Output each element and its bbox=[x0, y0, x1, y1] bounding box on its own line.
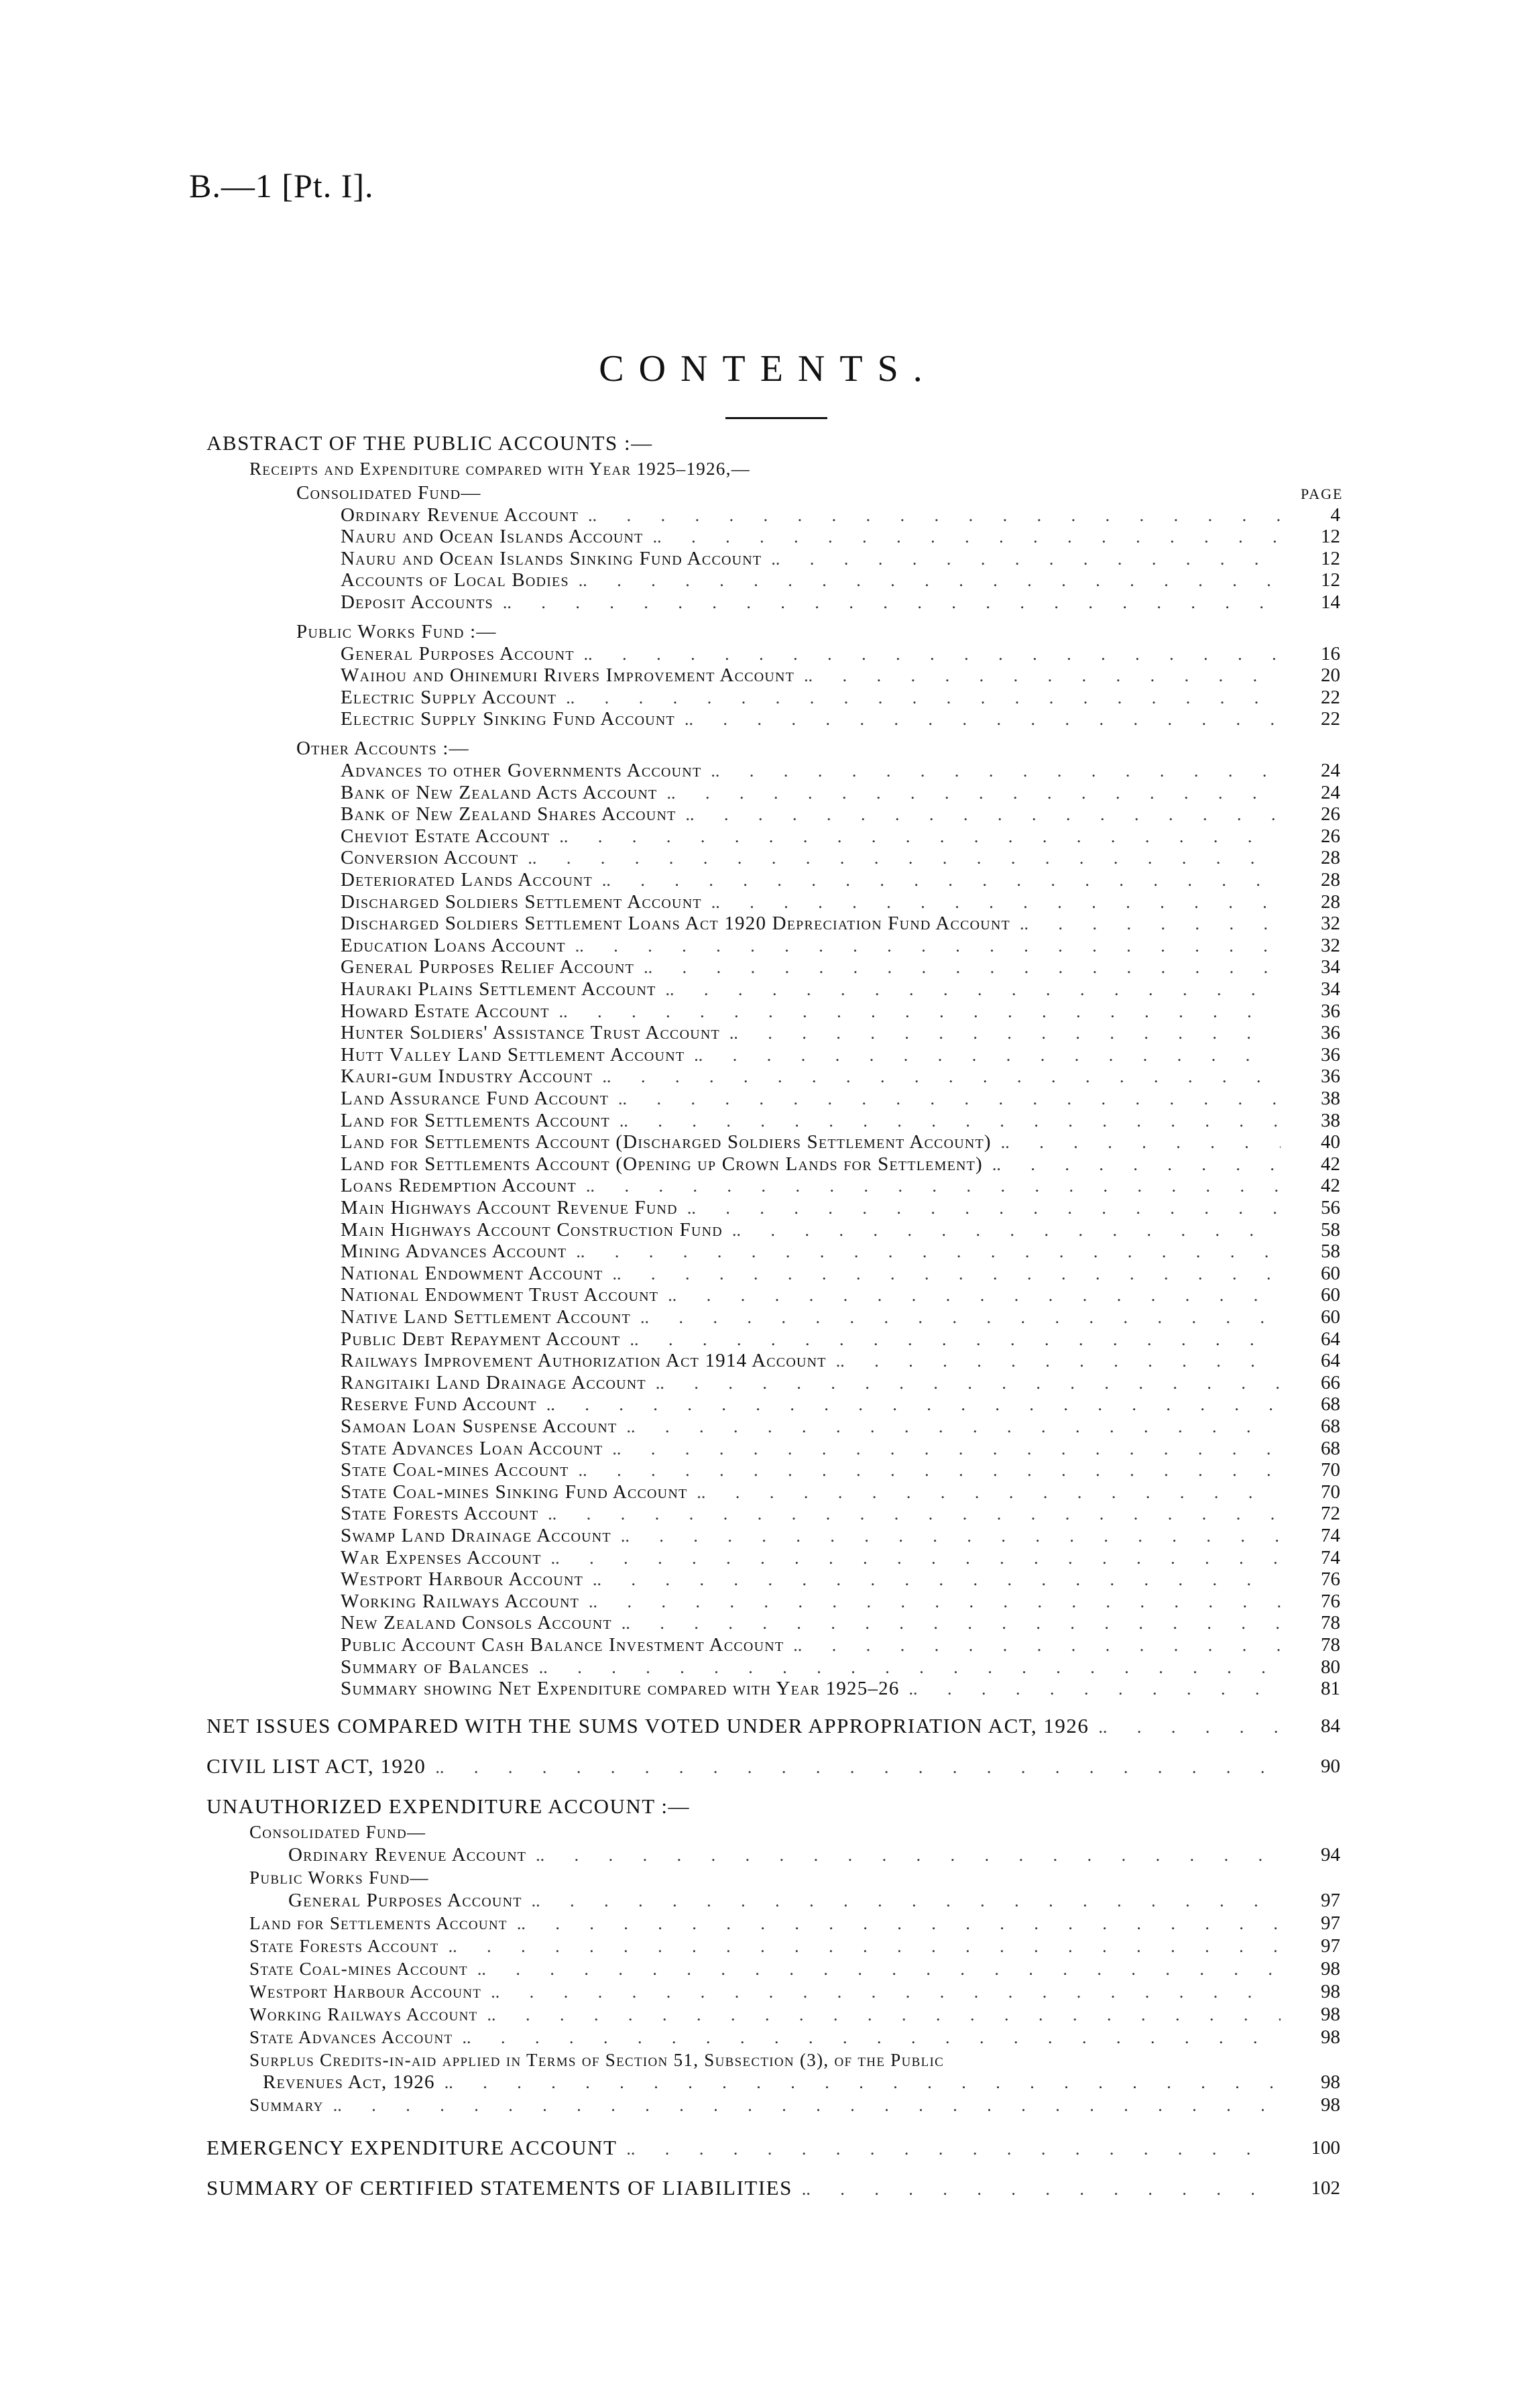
toc-entry-label: State Forests Account bbox=[249, 1936, 439, 1956]
toc-entry bbox=[341, 825, 1281, 848]
toc-entry-label: General Purposes Account bbox=[341, 643, 575, 665]
toc-entry-label: Deteriorated Lands Account bbox=[341, 869, 593, 891]
toc-entry-label: Accounts of Local Bodies bbox=[341, 569, 569, 591]
toc-entry-label: National Endowment Account bbox=[341, 1263, 603, 1284]
dot-leader bbox=[566, 935, 1281, 957]
dot-leader bbox=[784, 1634, 1281, 1656]
toc-entry-label: Land for Settlements Account bbox=[341, 1110, 610, 1131]
toc-entry-label: Westport Harbour Account bbox=[341, 1568, 584, 1590]
toc-entry bbox=[341, 1393, 1281, 1416]
toc-entry-label: State Coal-mines Sinking Fund Account bbox=[341, 1481, 688, 1503]
toc-entry bbox=[341, 1525, 1281, 1547]
toc-entry bbox=[341, 1306, 1281, 1328]
toc-entry-page: 98 bbox=[1321, 2004, 1340, 2025]
toc-entry-page: 97 bbox=[1321, 1912, 1340, 1934]
toc-entry-page: 36 bbox=[1321, 1066, 1340, 1087]
toc-entry-label: Hauraki Plains Settlement Account bbox=[341, 978, 656, 1000]
toc-entry bbox=[341, 956, 1281, 978]
toc-entry bbox=[206, 1796, 690, 1817]
dot-leader bbox=[603, 1263, 1281, 1285]
dot-leader bbox=[426, 1756, 1281, 1778]
toc-entry-page: 32 bbox=[1321, 935, 1340, 956]
toc-entry bbox=[249, 1981, 1281, 2003]
toc-entry-page: 28 bbox=[1321, 847, 1340, 868]
dot-leader bbox=[794, 665, 1281, 687]
toc-entry-page: 20 bbox=[1321, 665, 1340, 686]
toc-entry bbox=[341, 1678, 1281, 1700]
toc-entry-page: 76 bbox=[1321, 1591, 1340, 1612]
dot-leader bbox=[493, 591, 1281, 614]
toc-entry-label: Hutt Valley Land Settlement Account bbox=[341, 1044, 685, 1066]
toc-entry-page: 38 bbox=[1321, 1110, 1340, 1131]
toc-entry-page: 42 bbox=[1321, 1175, 1340, 1196]
dot-leader bbox=[656, 978, 1281, 1000]
dot-leader bbox=[603, 1438, 1281, 1460]
toc-entry-page: 36 bbox=[1321, 1044, 1340, 1066]
dot-leader bbox=[792, 2177, 1281, 2200]
dot-leader bbox=[550, 1000, 1281, 1023]
dot-leader bbox=[720, 1022, 1281, 1044]
toc-entry bbox=[341, 978, 1281, 1000]
toc-entry-label: Ordinary Revenue Account bbox=[288, 1844, 527, 1866]
dot-leader bbox=[478, 2004, 1281, 2026]
toc-entry-label: Revenues Act, 1926 bbox=[263, 2071, 435, 2093]
toc-entry-page: 42 bbox=[1321, 1153, 1340, 1175]
dot-leader bbox=[827, 1350, 1281, 1372]
toc-entry-page: 60 bbox=[1321, 1263, 1340, 1284]
toc-entry-label: Other Accounts :— bbox=[296, 738, 469, 759]
toc-entry-page: 68 bbox=[1321, 1393, 1340, 1415]
dot-leader bbox=[508, 1912, 1281, 1935]
toc-entry-page: 56 bbox=[1321, 1197, 1340, 1218]
toc-entry-label: Land for Settlements Account (Opening up Crown Lands for Settlement) bbox=[341, 1153, 983, 1175]
toc-entry-label: Swamp Land Drainage Account bbox=[341, 1525, 611, 1546]
toc-entry-page: 36 bbox=[1321, 1022, 1340, 1043]
toc-entry-page: 60 bbox=[1321, 1306, 1340, 1328]
dot-leader bbox=[992, 1131, 1281, 1153]
toc-entry bbox=[341, 1591, 1281, 1613]
toc-entry bbox=[249, 1958, 1281, 1980]
toc-entry bbox=[341, 869, 1281, 891]
dot-leader bbox=[983, 1153, 1281, 1176]
toc-entry-label: Ordinary Revenue Account bbox=[341, 504, 579, 526]
toc-entry bbox=[341, 782, 1281, 804]
toc-entry bbox=[341, 847, 1281, 869]
dot-leader bbox=[537, 1393, 1281, 1416]
dot-leader bbox=[569, 1459, 1281, 1481]
toc-entry-label: Working Railways Account bbox=[341, 1591, 580, 1612]
document-code: B.—1 [Pt. I]. bbox=[189, 167, 374, 205]
toc-entry bbox=[288, 1844, 1281, 1866]
toc-entry bbox=[296, 738, 469, 759]
toc-entry bbox=[341, 1503, 1281, 1525]
dot-leader bbox=[676, 803, 1281, 825]
toc-entry-page: 12 bbox=[1321, 548, 1340, 569]
toc-entry bbox=[341, 1066, 1281, 1088]
toc-entry-page: 98 bbox=[1321, 1958, 1340, 1980]
toc-entry-label: Summary of Balances bbox=[341, 1656, 530, 1678]
toc-entry-page: 12 bbox=[1321, 569, 1340, 591]
dot-leader bbox=[702, 891, 1281, 913]
toc-entry-page: 40 bbox=[1321, 1131, 1340, 1153]
dot-leader bbox=[542, 1547, 1281, 1569]
dot-leader bbox=[644, 526, 1281, 548]
dot-leader bbox=[579, 504, 1281, 526]
toc-entry-label: Summary showing Net Expenditure compared with Year 1925–26 bbox=[341, 1678, 900, 1699]
toc-entry bbox=[341, 591, 1281, 614]
toc-entry-page: 98 bbox=[1321, 2094, 1340, 2116]
toc-entry-label: Advances to other Governments Account bbox=[341, 760, 702, 781]
dot-leader bbox=[583, 1568, 1281, 1591]
toc-entry bbox=[341, 643, 1281, 665]
toc-entry-label: Main Highways Account Construction Fund bbox=[341, 1219, 723, 1241]
toc-entry-label: State Forests Account bbox=[341, 1503, 539, 1524]
dot-leader bbox=[631, 1306, 1281, 1328]
toc-entry bbox=[249, 458, 750, 479]
toc-entry-label: Nauru and Ocean Islands Sinking Fund Account bbox=[341, 548, 762, 569]
toc-entry bbox=[341, 1284, 1281, 1306]
toc-entry-page: 84 bbox=[1321, 1715, 1340, 1737]
toc-entry-label: Bank of New Zealand Shares Account bbox=[341, 803, 676, 825]
dot-leader bbox=[1089, 1715, 1281, 1738]
toc-entry-label: State Advances Account bbox=[249, 2027, 453, 2047]
toc-entry-label: Receipts and Expenditure compared with Year 1925–1926,— bbox=[249, 459, 751, 479]
toc-entry-label: Hunter Soldiers' Assistance Trust Account bbox=[341, 1022, 720, 1043]
toc-entry bbox=[296, 621, 497, 642]
toc-entry-page: 34 bbox=[1321, 956, 1340, 978]
toc-entry-page: 98 bbox=[1321, 2071, 1340, 2093]
toc-entry-label: Loans Redemption Account bbox=[341, 1175, 577, 1196]
dot-leader bbox=[526, 1844, 1281, 1866]
toc-entry-page: 70 bbox=[1321, 1459, 1340, 1481]
toc-entry-page: 4 bbox=[1330, 504, 1340, 526]
dot-leader bbox=[617, 2137, 1281, 2160]
toc-entry-page: 97 bbox=[1321, 1890, 1340, 1911]
toc-entry-label: Mining Advances Account bbox=[341, 1241, 567, 1262]
toc-entry-page: 64 bbox=[1321, 1328, 1340, 1350]
toc-entry-label: Nauru and Ocean Islands Account bbox=[341, 526, 644, 547]
toc-entry bbox=[341, 935, 1281, 957]
toc-entry-label: Land for Settlements Account (Discharged Soldiers Settlement Account) bbox=[341, 1131, 992, 1153]
dot-leader bbox=[610, 1110, 1281, 1132]
toc-entry bbox=[341, 1175, 1281, 1197]
toc-entry-page: 78 bbox=[1321, 1612, 1340, 1633]
dot-leader bbox=[678, 1197, 1281, 1219]
dot-leader bbox=[701, 760, 1281, 782]
toc-entry bbox=[206, 1756, 1281, 1778]
toc-entry-label: State Coal-mines Account bbox=[341, 1459, 569, 1481]
toc-entry-page: 64 bbox=[1321, 1350, 1340, 1371]
toc-entry bbox=[341, 913, 1281, 935]
toc-entry bbox=[263, 2071, 1281, 2094]
dot-leader bbox=[569, 569, 1281, 591]
toc-entry bbox=[341, 1241, 1281, 1263]
toc-entry-page: 74 bbox=[1321, 1525, 1340, 1546]
toc-entry-label: Education Loans Account bbox=[341, 935, 566, 956]
toc-entry bbox=[249, 1912, 1281, 1935]
toc-entry-page: 24 bbox=[1321, 760, 1340, 781]
toc-entry bbox=[288, 1890, 1281, 1912]
toc-entry-page: 90 bbox=[1321, 1756, 1340, 1777]
toc-entry-label: Discharged Soldiers Settlement Loans Act 1920 Depreciation Fund Account bbox=[341, 913, 1010, 934]
toc-entry-label: Discharged Soldiers Settlement Account bbox=[341, 891, 702, 913]
dot-leader bbox=[538, 1503, 1281, 1525]
toc-entry bbox=[341, 760, 1281, 782]
toc-entry-label: Railways Improvement Authorization Act 1914 Account bbox=[341, 1350, 827, 1371]
toc-entry bbox=[341, 1372, 1281, 1394]
toc-entry-label: Electric Supply Sinking Fund Account bbox=[341, 708, 675, 730]
toc-entry-label: Land for Settlements Account bbox=[249, 1913, 508, 1933]
toc-entry bbox=[341, 526, 1281, 548]
toc-entry-label: State Coal-mines Account bbox=[249, 1959, 468, 1979]
toc-entry-page: 58 bbox=[1321, 1219, 1340, 1241]
dot-leader bbox=[675, 708, 1281, 730]
title-divider bbox=[725, 417, 827, 419]
toc-entry-page: 60 bbox=[1321, 1284, 1340, 1306]
toc-entry-label: Westport Harbour Account bbox=[249, 1982, 482, 2002]
toc-entry bbox=[341, 1656, 1281, 1678]
dot-leader bbox=[453, 2026, 1281, 2049]
dot-leader bbox=[609, 1088, 1281, 1110]
toc-entry-label: War Expenses Account bbox=[341, 1547, 542, 1568]
dot-leader bbox=[723, 1219, 1281, 1241]
toc-entry-page: 22 bbox=[1321, 687, 1340, 708]
dot-leader bbox=[556, 687, 1281, 709]
toc-entry-page: 76 bbox=[1321, 1568, 1340, 1590]
toc-entry-label: Howard Estate Account bbox=[341, 1000, 550, 1022]
toc-entry bbox=[341, 1110, 1281, 1132]
toc-entry bbox=[341, 1459, 1281, 1481]
toc-entry-page: 78 bbox=[1321, 1634, 1340, 1656]
toc-entry-label: Land Assurance Fund Account bbox=[341, 1088, 609, 1109]
toc-entry bbox=[341, 1568, 1281, 1591]
toc-entry bbox=[206, 433, 653, 454]
toc-entry-label: Native Land Settlement Account bbox=[341, 1306, 631, 1328]
toc-entry-label: Summary bbox=[249, 2095, 324, 2115]
toc-entry bbox=[249, 2004, 1281, 2026]
toc-entry-label: ABSTRACT OF THE PUBLIC ACCOUNTS :— bbox=[206, 431, 653, 455]
toc-entry bbox=[341, 1416, 1281, 1438]
toc-entry-page: 38 bbox=[1321, 1088, 1340, 1109]
toc-entry-page: 22 bbox=[1321, 708, 1340, 730]
toc-entry bbox=[341, 1219, 1281, 1241]
page-title: CONTENTS. bbox=[599, 348, 937, 390]
toc-entry bbox=[341, 1000, 1281, 1023]
toc-entry-page: 97 bbox=[1321, 1935, 1340, 1957]
dot-leader bbox=[439, 1935, 1281, 1957]
toc-entry bbox=[341, 1438, 1281, 1460]
toc-entry-page: 24 bbox=[1321, 782, 1340, 803]
toc-entry bbox=[206, 2177, 1281, 2200]
toc-entry-label: SUMMARY OF CERTIFIED STATEMENTS OF LIABILITIES bbox=[206, 2176, 792, 2199]
toc-entry-label: Main Highways Account Revenue Fund bbox=[341, 1197, 678, 1218]
dot-leader bbox=[611, 1525, 1281, 1547]
toc-entry-page: 58 bbox=[1321, 1241, 1340, 1262]
toc-entry bbox=[341, 1197, 1281, 1219]
dot-leader bbox=[435, 2071, 1281, 2094]
toc-entry-label: EMERGENCY EXPENDITURE ACCOUNT bbox=[206, 2136, 617, 2159]
dot-leader bbox=[593, 869, 1281, 891]
toc-entry bbox=[249, 1867, 429, 1888]
toc-entry-label: Working Railways Account bbox=[249, 2004, 478, 2024]
toc-entry-page: 26 bbox=[1321, 803, 1340, 825]
toc-entry-label: Electric Supply Account bbox=[341, 687, 557, 708]
toc-entry-page: 68 bbox=[1321, 1438, 1340, 1459]
toc-entry-page: 32 bbox=[1321, 913, 1340, 934]
dot-leader bbox=[324, 2094, 1281, 2116]
dot-leader bbox=[685, 1044, 1281, 1066]
toc-entry-page: 34 bbox=[1321, 978, 1340, 1000]
toc-entry-page: 81 bbox=[1321, 1678, 1340, 1699]
dot-leader bbox=[577, 1175, 1281, 1197]
dot-leader bbox=[518, 847, 1281, 869]
toc-entry bbox=[249, 1935, 1281, 1957]
toc-entry-page: 12 bbox=[1321, 526, 1340, 547]
toc-entry-label: NET ISSUES COMPARED WITH THE SUMS VOTED UNDER APPROPRIATION ACT, 1926 bbox=[206, 1714, 1089, 1737]
dot-leader bbox=[1010, 913, 1281, 935]
toc-entry-page: 94 bbox=[1321, 1844, 1340, 1866]
toc-entry-page: 72 bbox=[1321, 1503, 1340, 1524]
toc-entry bbox=[341, 1547, 1281, 1569]
toc-entry-page: 28 bbox=[1321, 891, 1340, 913]
toc-entry-page: 36 bbox=[1321, 1000, 1340, 1022]
toc-entry-label: Public Account Cash Balance Investment Account bbox=[341, 1634, 784, 1656]
toc-entry-page: 80 bbox=[1321, 1656, 1340, 1678]
toc-entry-label: Reserve Fund Account bbox=[341, 1393, 537, 1415]
toc-entry-label: Cheviot Estate Account bbox=[341, 825, 550, 847]
toc-entry bbox=[249, 1821, 426, 1843]
toc-entry-page: 100 bbox=[1311, 2137, 1340, 2159]
dot-leader bbox=[593, 1066, 1281, 1088]
toc-entry-label: Public Debt Repayment Account bbox=[341, 1328, 621, 1350]
page-column-label: PAGE bbox=[1301, 485, 1344, 502]
toc-entry bbox=[341, 803, 1281, 825]
toc-entry bbox=[341, 1131, 1281, 1153]
toc-entry-label: Waihou and Ohinemuri Rivers Improvement Account bbox=[341, 665, 795, 686]
dot-leader bbox=[575, 643, 1281, 665]
toc-entry bbox=[341, 1153, 1281, 1176]
toc-entry bbox=[249, 2049, 944, 2071]
toc-entry bbox=[341, 1022, 1281, 1044]
toc-entry-label: Public Works Fund— bbox=[249, 1868, 429, 1888]
dot-leader bbox=[481, 1981, 1281, 2003]
toc-entry-page: 98 bbox=[1321, 2026, 1340, 2048]
dot-leader bbox=[900, 1678, 1281, 1700]
dot-leader bbox=[762, 548, 1281, 570]
dot-leader bbox=[567, 1241, 1281, 1263]
toc-entry-page: 16 bbox=[1321, 643, 1340, 665]
dot-leader bbox=[468, 1958, 1281, 1980]
toc-entry-page: 68 bbox=[1321, 1416, 1340, 1437]
toc-entry-page: 14 bbox=[1321, 591, 1340, 613]
toc-entry bbox=[206, 2137, 1281, 2160]
dot-leader bbox=[634, 956, 1281, 978]
toc-entry bbox=[341, 504, 1281, 526]
dot-leader bbox=[612, 1612, 1281, 1634]
dot-leader bbox=[621, 1328, 1281, 1351]
toc-entry bbox=[249, 2094, 1281, 2116]
toc-entry bbox=[206, 1715, 1281, 1738]
toc-entry-label: Deposit Accounts bbox=[341, 591, 493, 613]
toc-entry-label: Surplus Credits-in-aid applied in Terms of Section 51, Subsection (3), of the Public bbox=[249, 2050, 945, 2070]
toc-entry-label: Consolidated Fund— bbox=[249, 1822, 426, 1842]
toc-entry-label: General Purposes Account bbox=[288, 1890, 522, 1911]
toc-entry bbox=[341, 1350, 1281, 1372]
toc-entry bbox=[341, 708, 1281, 730]
toc-entry-page: 66 bbox=[1321, 1372, 1340, 1393]
toc-entry bbox=[341, 548, 1281, 570]
dot-leader bbox=[550, 825, 1281, 848]
toc-entry bbox=[341, 1088, 1281, 1110]
toc-entry-page: 26 bbox=[1321, 825, 1340, 847]
toc-entry bbox=[341, 891, 1281, 913]
dot-leader bbox=[687, 1481, 1281, 1503]
toc-entry bbox=[341, 1044, 1281, 1066]
toc-entry bbox=[341, 1634, 1281, 1656]
toc-entry bbox=[341, 1263, 1281, 1285]
dot-leader bbox=[530, 1656, 1281, 1678]
toc-entry-label: CIVIL LIST ACT, 1920 bbox=[206, 1754, 426, 1778]
toc-entry bbox=[341, 1481, 1281, 1503]
toc-entry bbox=[296, 482, 481, 504]
toc-entry bbox=[341, 687, 1281, 709]
toc-entry-label: New Zealand Consols Account bbox=[341, 1612, 612, 1633]
toc-entry bbox=[341, 569, 1281, 591]
toc-entry-label: Public Works Fund :— bbox=[296, 621, 497, 642]
dot-leader bbox=[579, 1591, 1281, 1613]
dot-leader bbox=[657, 782, 1281, 804]
toc-entry-label: UNAUTHORIZED EXPENDITURE ACCOUNT :— bbox=[206, 1794, 690, 1818]
toc-entry-label: Bank of New Zealand Acts Account bbox=[341, 782, 658, 803]
toc-entry bbox=[341, 1612, 1281, 1634]
toc-entry-label: State Advances Loan Account bbox=[341, 1438, 603, 1459]
toc-entry bbox=[341, 665, 1281, 687]
toc-entry-page: 102 bbox=[1311, 2177, 1340, 2199]
toc-entry-label: General Purposes Relief Account bbox=[341, 956, 635, 978]
toc-entry-label: Samoan Loan Suspense Account bbox=[341, 1416, 617, 1437]
toc-entry-label: Consolidated Fund— bbox=[296, 482, 481, 504]
toc-entry-page: 70 bbox=[1321, 1481, 1340, 1503]
dot-leader bbox=[617, 1416, 1281, 1438]
dot-leader bbox=[658, 1284, 1281, 1306]
toc-entry-label: National Endowment Trust Account bbox=[341, 1284, 659, 1306]
dot-leader bbox=[646, 1372, 1281, 1394]
toc-entry-label: Kauri-gum Industry Account bbox=[341, 1066, 593, 1087]
dot-leader bbox=[522, 1890, 1281, 1912]
toc-entry bbox=[249, 2026, 1281, 2049]
toc-entry-page: 98 bbox=[1321, 1981, 1340, 2002]
toc-entry-label: Conversion Account bbox=[341, 847, 519, 868]
toc-entry-label: Rangitaiki Land Drainage Account bbox=[341, 1372, 646, 1393]
toc-entry bbox=[341, 1328, 1281, 1351]
toc-entry-page: 28 bbox=[1321, 869, 1340, 891]
toc-entry-page: 74 bbox=[1321, 1547, 1340, 1568]
